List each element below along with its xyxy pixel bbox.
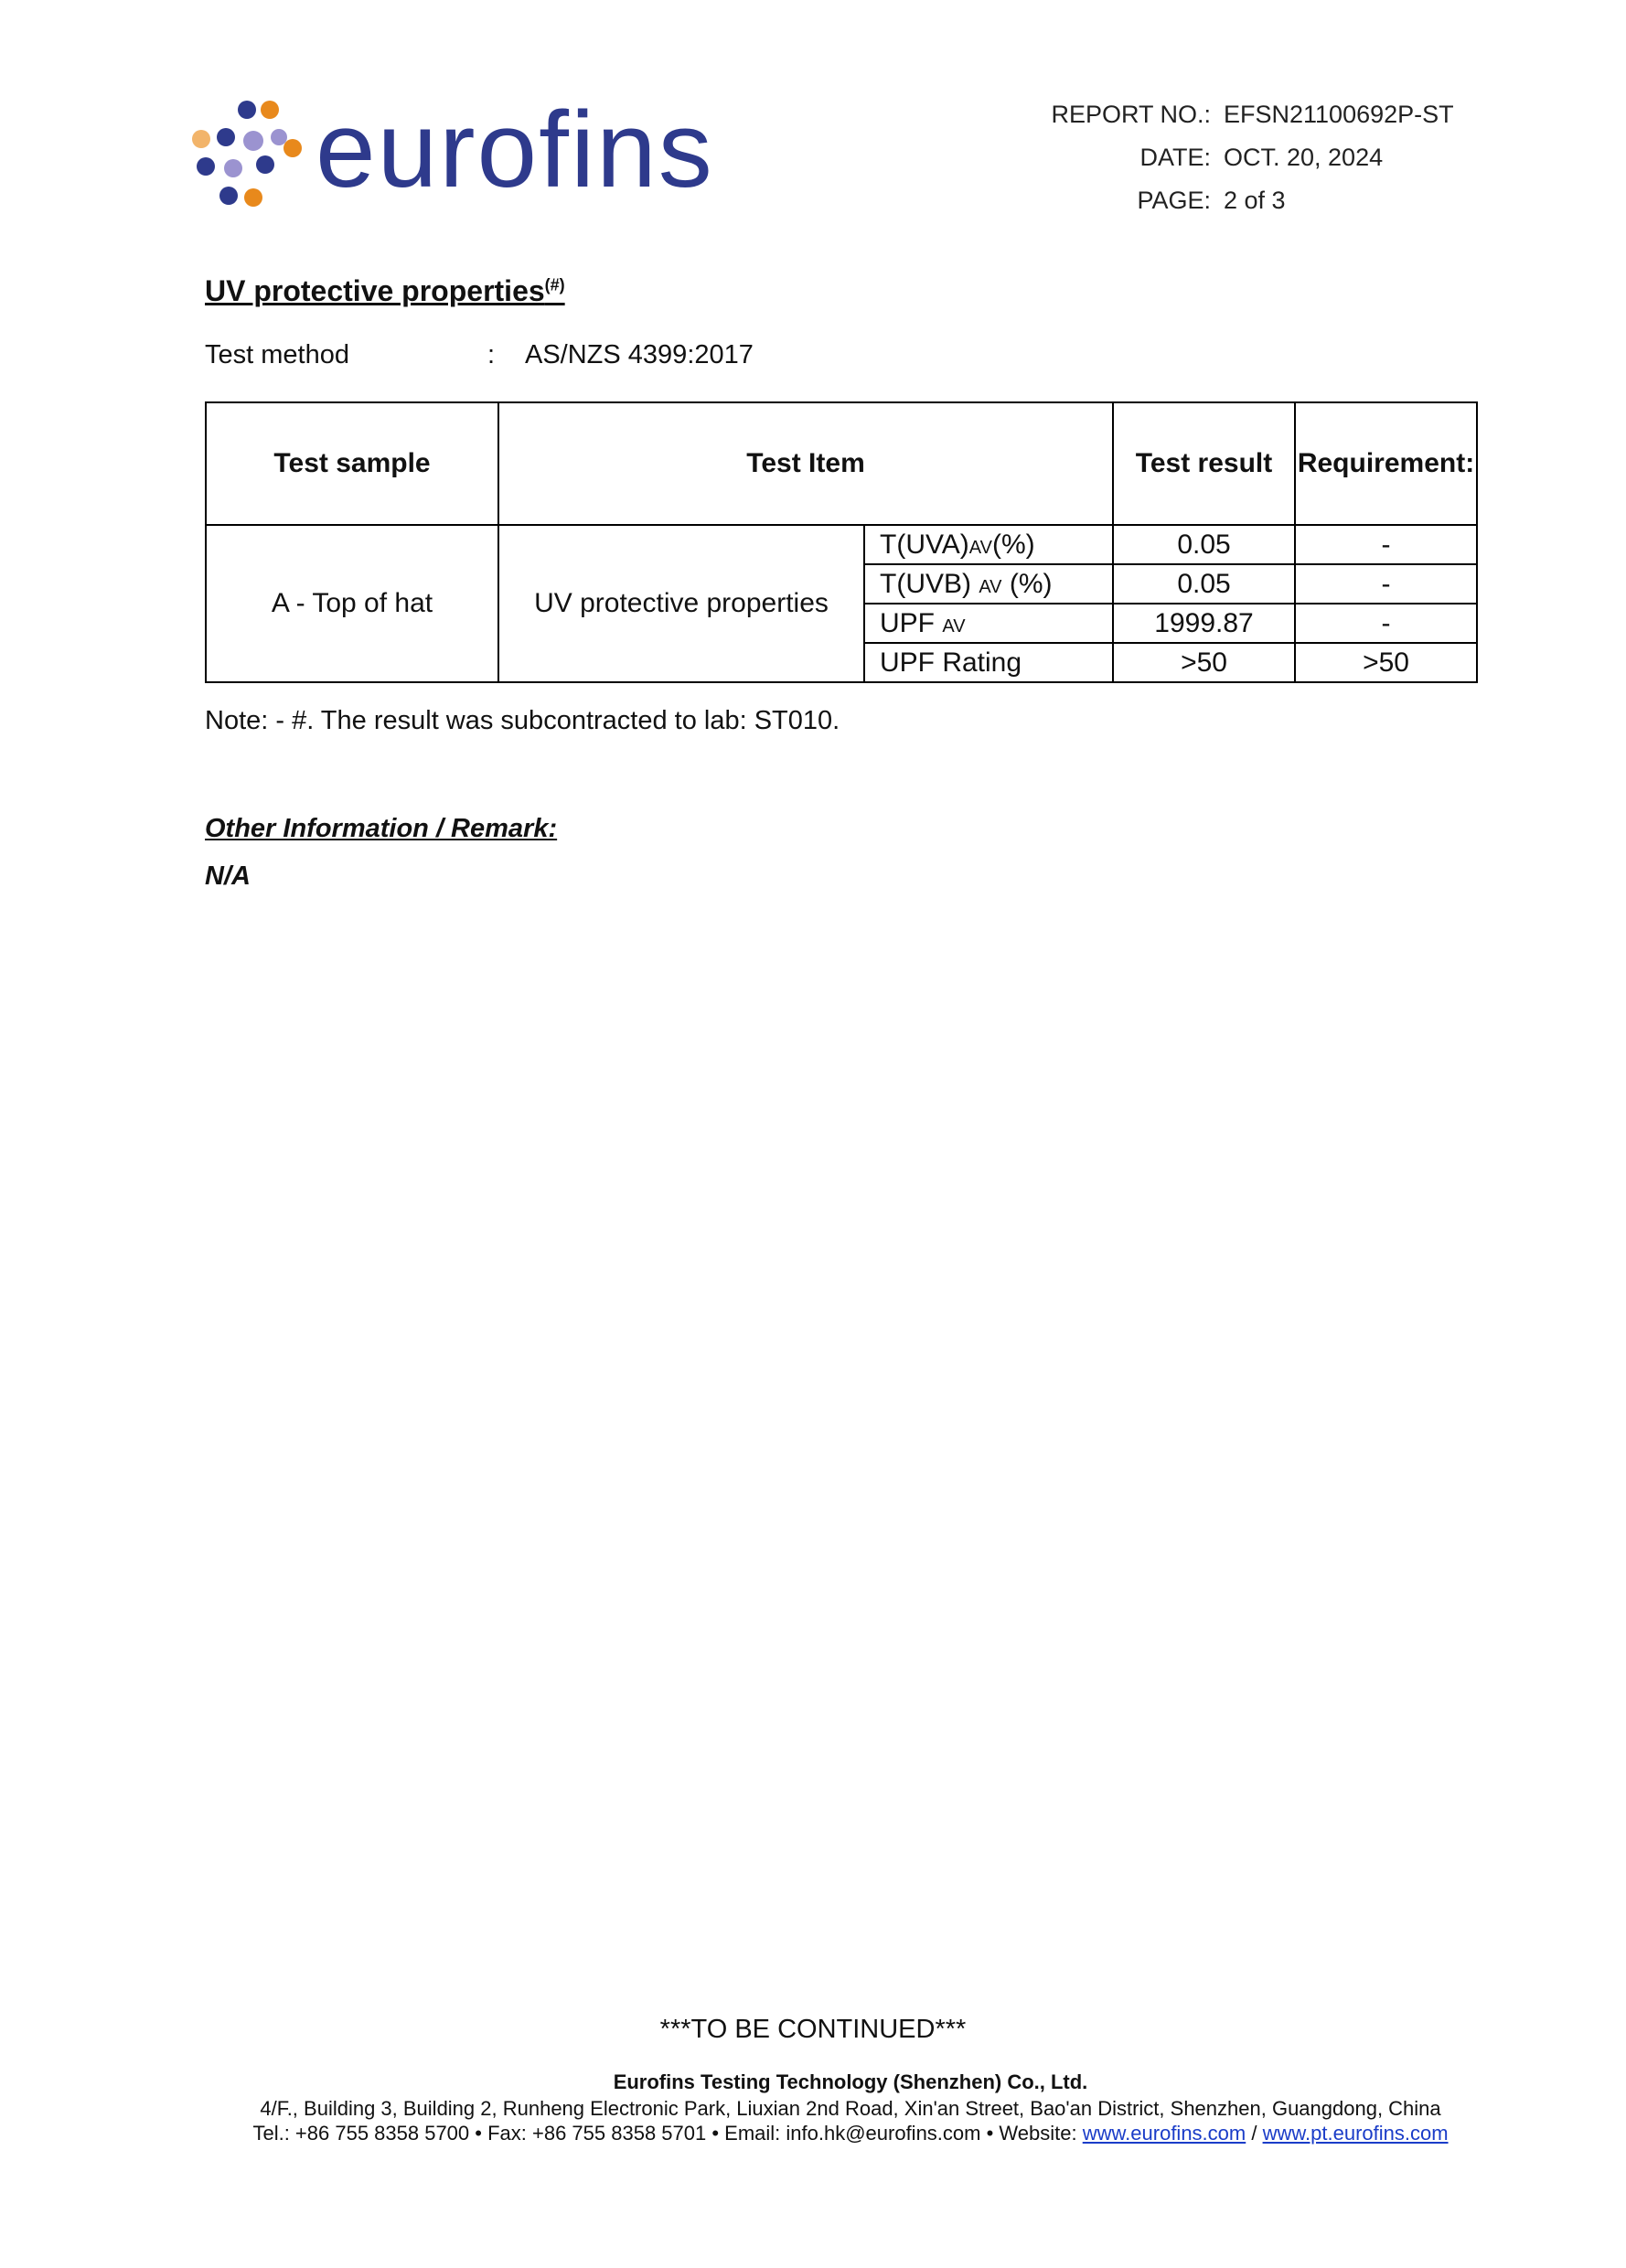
param-subscript: AV xyxy=(942,615,966,637)
param-text: T(UVA) xyxy=(880,529,969,560)
remark-value: N/A xyxy=(205,861,251,891)
table-header-row xyxy=(206,402,1477,525)
param-subscript: AV xyxy=(979,576,1002,597)
website-link-pt[interactable]: www.pt.eurofins.com xyxy=(1262,2122,1449,2145)
continued-marker: ***TO BE CONTINUED*** xyxy=(659,2015,967,2044)
param-text: T(UVB) xyxy=(880,568,979,599)
header-test-item: Test Item xyxy=(498,402,1113,525)
footer-address: 4/F., Building 3, Building 2, Runheng Electronic Park, Liuxian 2nd Road, Xin'an Street, Bao'an District, Shenzhen, Guangdong, China xyxy=(260,2097,1441,2120)
header-requirement: Requirement: xyxy=(1295,402,1477,525)
note-text: Note: - #. The result was subcontracted to lab: ST010. xyxy=(205,706,840,735)
result-cell: >50 xyxy=(1113,643,1295,682)
header-test-sample: Test sample xyxy=(206,402,498,525)
footer-contacts xyxy=(0,2122,1626,2145)
header-test-result: Test result xyxy=(1113,402,1295,525)
page-number: 2 of 3 xyxy=(1224,187,1286,214)
contact-details: Tel.: +86 755 8358 5700 • Fax: +86 755 8358 5701 • Email: info.hk@eurofins.com • Website: xyxy=(252,2122,1083,2145)
requirement-cell: - xyxy=(1295,525,1477,564)
param-suffix: (%) xyxy=(991,529,1035,560)
result-cell: 0.05 xyxy=(1113,564,1295,604)
param-cell xyxy=(864,643,1113,682)
test-method-colon: : xyxy=(487,340,496,369)
param-text: UPF xyxy=(880,607,943,638)
website-link[interactable]: www.eurofins.com xyxy=(1082,2122,1246,2145)
param-cell xyxy=(864,604,1113,643)
eurofins-logo xyxy=(178,101,316,210)
param-cell xyxy=(864,525,1113,564)
test-method-value: AS/NZS 4399:2017 xyxy=(525,340,754,369)
report-date: OCT. 20, 2024 xyxy=(1224,144,1384,171)
remark-title: Other Information / Remark: xyxy=(205,814,558,843)
report-no: EFSN21100692P-ST xyxy=(1224,101,1454,128)
section-title-sup: (#) xyxy=(544,275,565,294)
link-separator: / xyxy=(1246,2122,1263,2145)
requirement-cell: - xyxy=(1295,604,1477,643)
report-no-label: REPORT NO.: xyxy=(1051,101,1211,128)
table-row xyxy=(206,525,1477,564)
date-label: DATE: xyxy=(1139,144,1211,171)
param-text: UPF Rating xyxy=(880,647,1022,678)
section-title xyxy=(205,274,565,308)
result-cell: 1999.87 xyxy=(1113,604,1295,643)
param-cell xyxy=(864,564,1113,604)
requirement-cell: >50 xyxy=(1295,643,1477,682)
results-table xyxy=(205,401,1478,683)
item-cell: UV protective properties xyxy=(498,525,864,682)
test-method-label: Test method xyxy=(205,340,349,369)
param-subscript: AV xyxy=(968,537,992,558)
brand-wordmark: eurofins xyxy=(316,90,714,210)
result-cell: 0.05 xyxy=(1113,525,1295,564)
sample-cell: A - Top of hat xyxy=(206,525,498,682)
page-label: PAGE: xyxy=(1137,187,1211,214)
requirement-cell: - xyxy=(1295,564,1477,604)
section-title-text: UV protective properties xyxy=(205,274,545,307)
param-suffix: (%) xyxy=(1001,568,1053,599)
footer-company: Eurofins Testing Technology (Shenzhen) Co., Ltd. xyxy=(613,2070,1088,2093)
